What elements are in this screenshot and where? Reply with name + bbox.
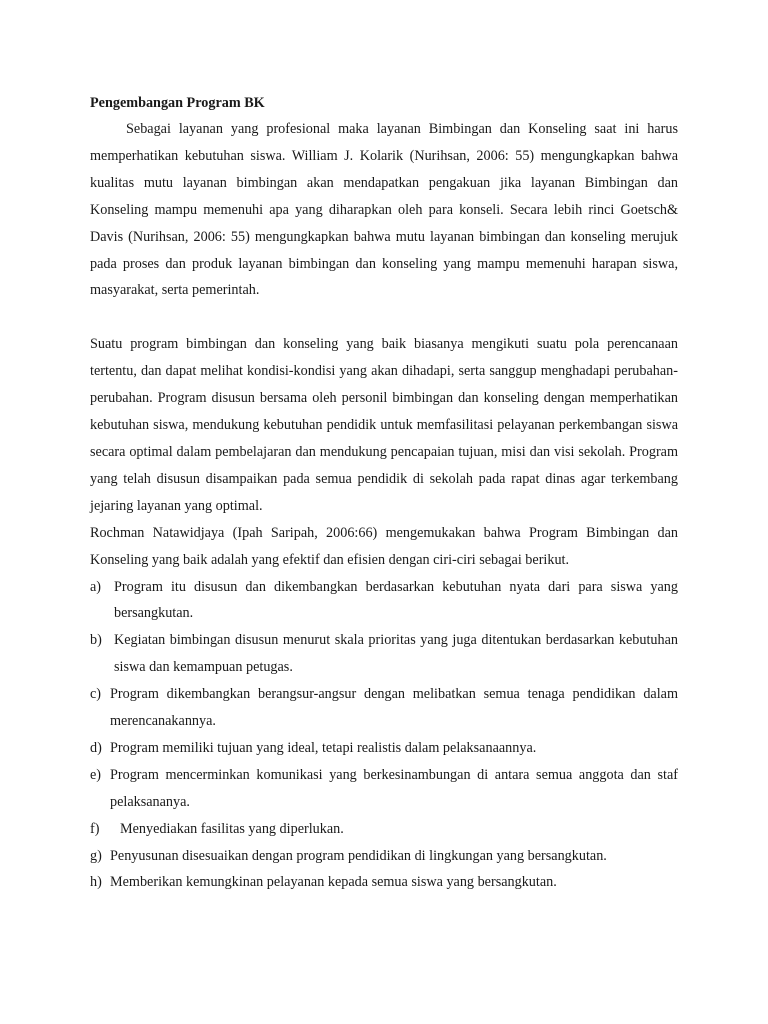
list-item-e bbox=[90, 762, 678, 816]
list-marker: g) bbox=[90, 847, 102, 864]
list-item-a bbox=[90, 574, 678, 628]
list-item-f bbox=[90, 816, 678, 843]
list-item-h bbox=[90, 869, 678, 896]
list-item-b bbox=[90, 627, 678, 681]
list-item-d bbox=[90, 735, 678, 762]
list-item-text: Program mencerminkan komunikasi yang berkesinambungan di antara semua anggota dan staf pelaksananya. bbox=[110, 766, 678, 810]
document-title: Pengembangan Program BK bbox=[90, 95, 265, 111]
list-item-text: Program memiliki tujuan yang ideal, tetapi realistis dalam pelaksanaannya. bbox=[110, 739, 537, 756]
list-marker: h) bbox=[90, 874, 102, 891]
paragraph-criteria-intro: Rochman Natawidjaya (Ipah Saripah, 2006:66) mengemukakan bahwa Program Bimbingan dan Konseling yang baik adalah yang efektif dan efisien dengan ciri-ciri sebagai berikut. bbox=[90, 524, 678, 568]
criteria-list bbox=[90, 574, 678, 897]
list-marker: b) bbox=[90, 632, 102, 649]
document-page bbox=[90, 93, 678, 896]
list-item-text: Program dikembangkan berangsur-angsur dengan melibatkan semua tenaga pendidikan dalam merencanakannya. bbox=[110, 686, 678, 730]
list-item-c bbox=[90, 681, 678, 735]
list-marker: e) bbox=[90, 766, 102, 783]
paragraph-program: Suatu program bimbingan dan konseling yang baik biasanya mengikuti suatu pola perencanaan tertentu, dan dapat melihat kondisi-kondisi yang akan dihadapi, serta sanggup menghadapi perubahan-perubahan. Program disusun bersama oleh personil bimbingan dan konseling dengan memperhatikan kebutuhan siswa, mendukung kebutuhan pendidik untuk memfasilitasi pelayanan perkembangan siswa secara optimal dalam pembelajaran dan mendukung pencapaian tujuan, misi dan visi sekolah. Program yang telah disusun disampaikan pada semua pendidik di sekolah pada rapat dinas agar terkembang jejaring layanan yang optimal. bbox=[90, 336, 678, 514]
list-marker: f) bbox=[90, 820, 100, 837]
list-item-text: Memberikan kemungkinan pelayanan kepada semua siswa yang bersangkutan. bbox=[110, 874, 557, 891]
list-item-text: Kegiatan bimbingan disusun menurut skala prioritas yang juga ditentukan berdasarkan kebutuhan siswa dan kemampuan petugas. bbox=[114, 632, 678, 676]
paragraph-intro: Sebagai layanan yang profesional maka layanan Bimbingan dan Konseling saat ini harus memperhatikan kebutuhan siswa. William J. Kolarik (Nurihsan, 2006: 55) mengungkapkan bahwa kualitas mutu layanan bimbingan akan mendapatkan pengakuan jika layanan Bimbingan dan Konseling mampu memenuhi apa yang diharapkan oleh para konseli. Secara lebih rinci Goetsch& Davis (Nurihsan, 2006: 55) mengungkapkan bahwa mutu layanan bimbingan dan konseling merujuk pada proses dan produk layanan bimbingan dan konseling yang mampu memenuhi harapan siswa, masyarakat, serta pemerintah. bbox=[90, 121, 678, 299]
list-marker: a) bbox=[90, 578, 102, 595]
list-marker: c) bbox=[90, 686, 102, 703]
paragraph-spacer bbox=[90, 304, 678, 331]
list-item-g bbox=[90, 843, 678, 870]
list-item-text: Program itu disusun dan dikembangkan berdasarkan kebutuhan nyata dari para siswa yang bersangkutan. bbox=[114, 578, 678, 622]
list-item-text: Penyusunan disesuaikan dengan program pendidikan di lingkungan yang bersangkutan. bbox=[110, 847, 607, 864]
list-item-text: Menyediakan fasilitas yang diperlukan. bbox=[120, 820, 344, 837]
list-marker: d) bbox=[90, 739, 102, 756]
